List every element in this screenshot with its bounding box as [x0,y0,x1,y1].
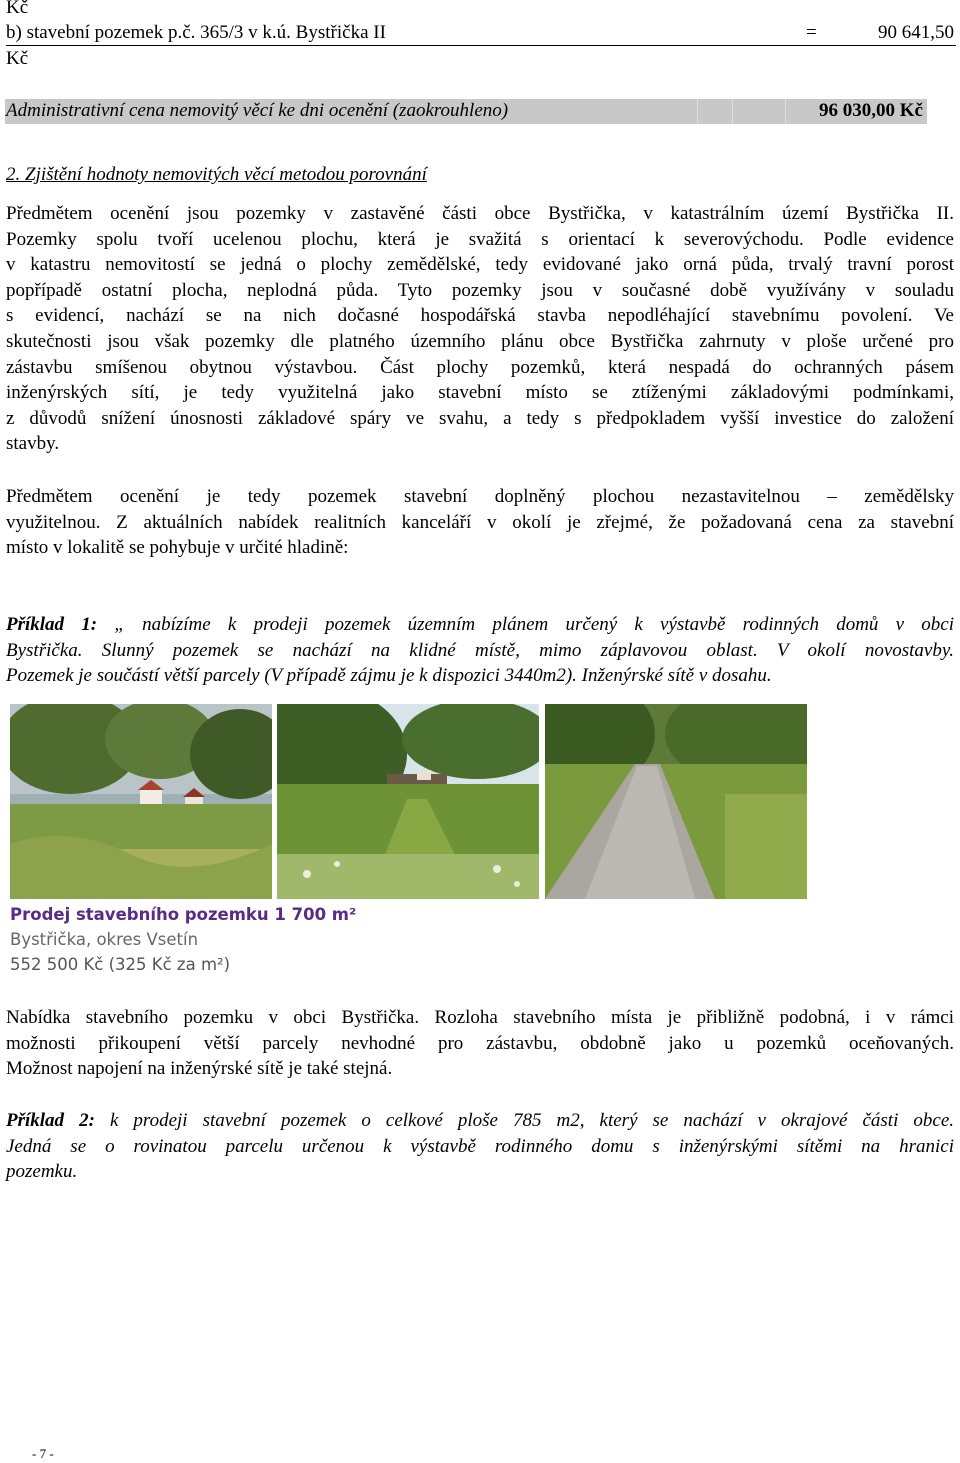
example-1-line: Pozemek je součástí větší parcely (V případě zájmu je k dispozici 3440m2). Inženýrské sítě v dosahu. [6,665,772,687]
paragraph-line: popřípadě ostatní plocha, neplodná půda. Tyto pozemky jsou v současné době využívány v souladu [6,279,954,301]
admin-price-label: Administrativní cena nemovitý věcí ke dni ocenění (zaokrouhleno) [6,100,509,121]
paragraph-line: inženýrských sítí, je tedy využitelná jako stavební místo se ztíženými základovými podmínkami, [6,382,954,404]
example-2-line: pozemku. [6,1161,78,1183]
listing-location: Bystřička, okres Vsetín [10,930,199,949]
example-2-line: Jedná se o rovinatou parcelu určenou k výstavbě rodinného domu s inženýrskými sítěmi na hranici [6,1135,954,1157]
paragraph-line: využitelnou. Z aktuálních nabídek realitních kanceláří v okolí je zřejmé, že požadovaná cena za stavební [6,511,954,533]
admin-price-value: 96 030,00 Kč [819,100,923,121]
paragraph-line: s evidencí, nachází se na nich dočasné hospodářská stavba nepodléhající stavebnímu povolení. Ve [6,305,954,327]
paragraph-line: zástavbu smíšenou obytnou výstavbou. Část plochy pozemků, která nespadá do ochranných pásem [6,356,954,378]
example-1-label: Příklad 1: [6,614,98,635]
gravel-path-photo [545,704,807,899]
offer-note [6,1005,954,1082]
item-b-label: b) stavební pozemek p.č. 365/3 v k.ú. Bystřička II [6,22,386,43]
bar-divider [697,99,698,124]
listing-title: Prodej stavebního pozemku 1 700 m² [10,905,357,924]
paragraph-line: v katastru nemovitostí se jedná o plochy zemědělské, tedy evidované jako orná půda, trvalý travní porost [6,254,954,276]
bar-divider [785,99,786,124]
listing-price: 552 500 Kč (325 Kč za m²) [10,955,231,974]
paragraph-line: stavby. [6,433,60,455]
item-b-currency: Kč [6,48,29,69]
example-1-line: Příklad 1: „ nabízíme k prodeji pozemek územním plánem určený k výstavbě rodinných domů v obci [6,614,954,635]
example-1 [6,612,954,689]
meadow-trees-photo [277,704,539,899]
example-2 [6,1108,954,1185]
paragraph-line: skutečnosti jsou však pozemky dle platného územního plánu obce Bystřička zahrnuty v ploše určené pro [6,330,954,352]
paragraph-line: Předmětem ocenění je tedy pozemek stavební doplněný plochou nezastavitelnou – zemědělsky [6,486,954,507]
paragraph-line: místo v lokalitě se pohybuje v určité hladině: [6,537,349,559]
paragraph-subject [6,201,954,457]
paragraph-line: Pozemky spolu tvoří ucelenou plochu, která je svažitá s orientací k severovýchodu. Podle evidence [6,228,954,250]
paragraph-line: Nabídka stavebního pozemku v obci Bystřička. Rozloha stavebního místa je přibližně podobná, i v rámci [6,1007,954,1028]
admin-price-bar [5,99,927,124]
item-b-value: 90 641,50 [878,22,954,43]
page-number: - 7 - [32,1446,54,1461]
currency-fragment: Kč [6,0,29,18]
paragraph-valuation [6,484,954,561]
paragraph-line: možnosti přikoupení větší parcely nevhodné pro zástavbu, obdobně jako u pozemků oceňovaných. [6,1032,954,1054]
item-b-underline [6,45,956,46]
section-2-heading: 2. Zjištění hodnoty nemovitých věcí metodou porovnání [6,164,427,185]
paragraph-line: Možnost napojení na inženýrské sítě je také stejná. [6,1058,393,1080]
meadow-village-photo [10,704,272,899]
bar-divider [732,99,733,124]
paragraph-line: z důvodů snížení únosnosti základové spáry ve svahu, a tedy s předpokladem vyšší investice do založení [6,407,954,429]
item-b-row [6,22,954,48]
example-1-line: Bystřička. Slunný pozemek se nachází na klidné místě, mimo záplavovou oblast. V okolí novostavby. [6,639,954,661]
item-b-equals: = [806,22,817,43]
example-2-line: Příklad 2: k prodeji stavební pozemek o celkové ploše 785 m2, který se nachází v okrajové části obce. [6,1110,954,1131]
paragraph-line: Předmětem ocenění jsou pozemky v zastavěné části obce Bystřička, v katastrálním území Bystřička II. [6,203,954,224]
example-2-label: Příklad 2: [6,1110,95,1131]
